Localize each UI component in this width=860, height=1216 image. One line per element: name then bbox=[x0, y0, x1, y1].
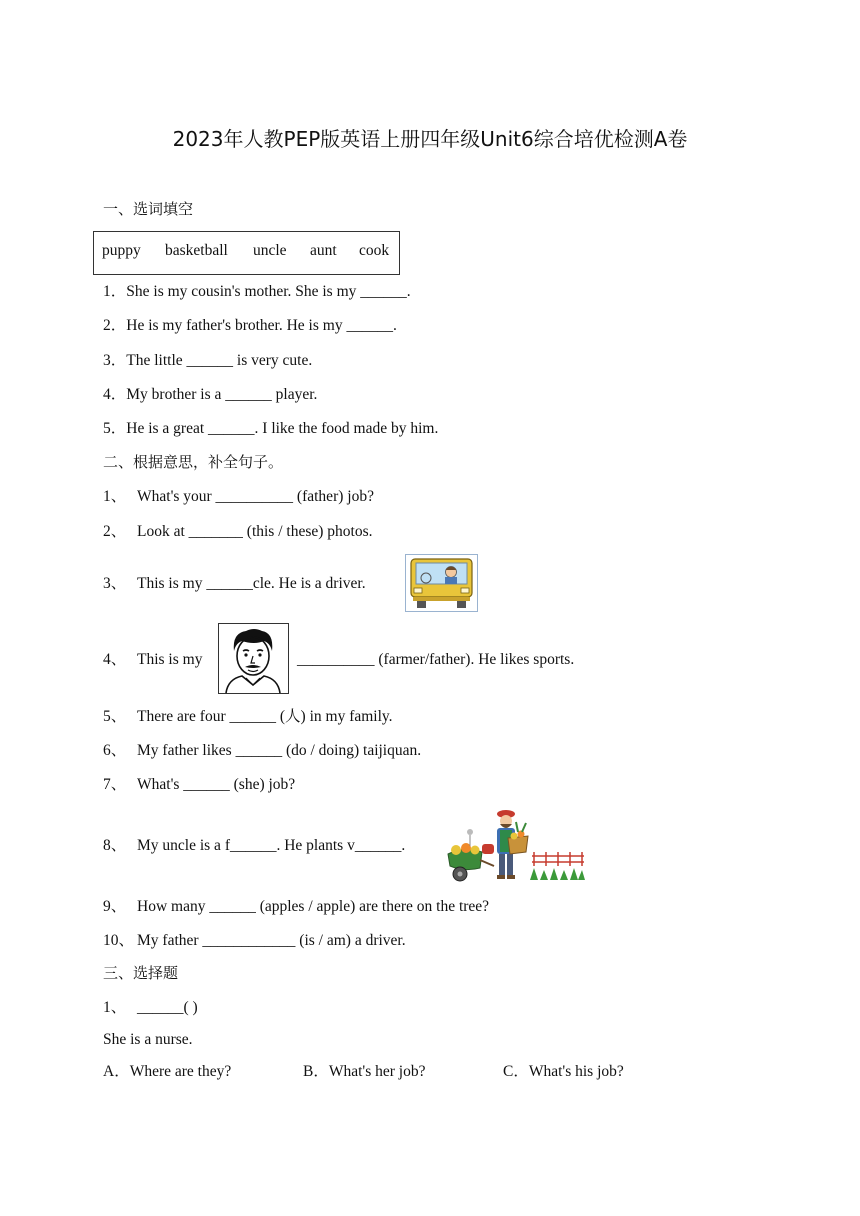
word-bank-word: aunt bbox=[310, 242, 337, 259]
question-number: 1、 bbox=[103, 999, 127, 1016]
question-text: This is my ______cle. He is a driver. bbox=[137, 575, 366, 592]
question-text: Look at _______ (this / these) photos. bbox=[137, 523, 373, 540]
s2-question-6 bbox=[103, 741, 421, 761]
question-text: He is my father's brother. He is my ______. bbox=[126, 317, 397, 334]
word-bank-word: cook bbox=[359, 242, 390, 259]
page-title: 2023年人教PEP版英语上册四年级Unit6综合培优检测A卷 bbox=[172, 127, 688, 151]
question-text: He is a great ______. I like the food made by him. bbox=[126, 420, 439, 437]
question-number: 3、 bbox=[103, 575, 127, 592]
question-text: My father ____________ (is / am) a driver. bbox=[137, 932, 406, 949]
farmer-icon bbox=[446, 808, 586, 884]
s1-question-1 bbox=[103, 282, 411, 302]
s2-question-3 bbox=[103, 574, 366, 594]
question-text: How many ______ (apples / apple) are there on the tree? bbox=[137, 898, 490, 915]
question-number: 2． bbox=[103, 317, 127, 334]
question-text: She is my cousin's mother. She is my ______. bbox=[126, 283, 411, 300]
s2-question-4 bbox=[103, 650, 202, 670]
man-portrait-icon bbox=[218, 623, 289, 694]
question-text: This is my bbox=[137, 651, 203, 668]
s2-question-4-continuation: __________ (farmer/father). He likes sports. bbox=[297, 651, 575, 668]
option-b: B．What's her job? bbox=[303, 1063, 426, 1080]
question-number: 1、 bbox=[103, 488, 127, 505]
question-number: 5、 bbox=[103, 708, 127, 725]
question-text: There are four ______ (人) in my family. bbox=[137, 708, 393, 725]
s1-question-4 bbox=[103, 385, 317, 405]
question-text: My father likes ______ (do / doing) taijiquan. bbox=[137, 742, 422, 759]
word-bank-box bbox=[93, 231, 400, 275]
question-number: 7、 bbox=[103, 776, 127, 793]
question-number: 2、 bbox=[103, 523, 127, 540]
question-number: 1． bbox=[103, 283, 127, 300]
s1-question-5 bbox=[103, 419, 438, 439]
s2-question-9 bbox=[103, 897, 489, 917]
question-text: What's your __________ (father) job? bbox=[137, 488, 374, 505]
s3-question-1-stem bbox=[103, 998, 198, 1018]
s2-question-2 bbox=[103, 522, 373, 542]
s2-question-8 bbox=[103, 836, 405, 856]
s2-question-1 bbox=[103, 487, 374, 507]
question-text: ______( ) bbox=[137, 999, 198, 1016]
option-a: A．Where are they? bbox=[103, 1063, 232, 1080]
question-number: 5． bbox=[103, 420, 127, 437]
bus-driver-icon bbox=[405, 554, 478, 612]
question-text: What's ______ (she) job? bbox=[137, 776, 296, 793]
s2-question-5 bbox=[103, 707, 393, 727]
section-2-heading: 二、根据意思，补全句子。 bbox=[103, 453, 284, 471]
question-number: 8、 bbox=[103, 837, 127, 854]
question-number: 10、 bbox=[103, 932, 135, 949]
s3-question-1-answer: She is a nurse. bbox=[103, 1031, 193, 1048]
question-number: 4． bbox=[103, 386, 127, 403]
question-text: The little ______ is very cute. bbox=[126, 352, 313, 369]
section-3-heading: 三、选择题 bbox=[103, 964, 179, 982]
word-bank-word: uncle bbox=[253, 242, 287, 259]
word-bank-word: puppy bbox=[102, 242, 141, 259]
word-bank-word: basketball bbox=[165, 242, 228, 259]
question-text: My uncle is a f______. He plants v______. bbox=[137, 837, 406, 854]
s1-question-2 bbox=[103, 316, 397, 336]
s2-question-7 bbox=[103, 775, 295, 795]
question-number: 6、 bbox=[103, 742, 127, 759]
question-text: My brother is a ______ player. bbox=[126, 386, 318, 403]
s1-question-3 bbox=[103, 351, 312, 371]
question-number: 9、 bbox=[103, 898, 127, 915]
s2-question-10 bbox=[103, 931, 406, 951]
question-number: 4、 bbox=[103, 651, 127, 668]
option-c: C．What's his job? bbox=[503, 1063, 624, 1080]
section-1-heading: 一、选词填空 bbox=[103, 200, 194, 218]
question-number: 3． bbox=[103, 352, 127, 369]
